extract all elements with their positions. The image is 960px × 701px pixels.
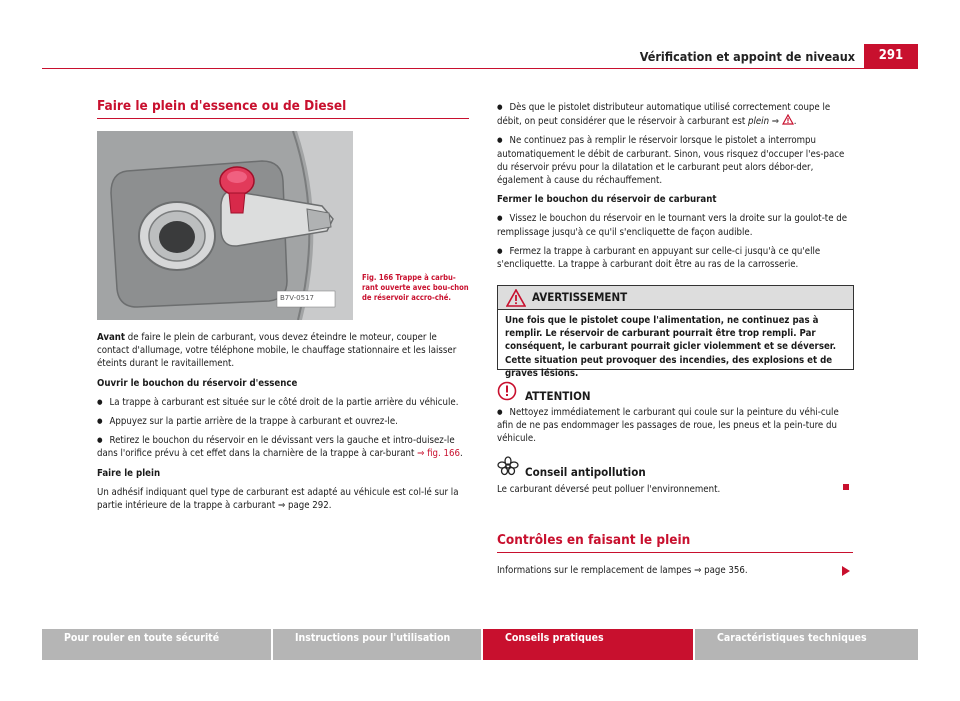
right-column-body: [497, 101, 853, 277]
running-header-title: Vérification et appoint de niveaux: [639, 49, 855, 64]
bullet-item: ● La trappe à carburant est située sur le côté droit de la partie arrière du véhicule.: [97, 396, 470, 409]
header-rule: [42, 68, 918, 69]
environment-flower-icon: [497, 456, 519, 476]
warning-triangle-icon: [782, 114, 794, 125]
figure-fuel-flap: [97, 131, 353, 320]
page-number: 291: [864, 44, 918, 68]
left-column-body: [97, 331, 470, 518]
warning-title: AVERTISSEMENT: [532, 290, 628, 304]
fill-paragraph: Un adhésif indiquant quel type de carburant est adapté au véhicule est col-lé sur la partie intérieure de la trappe à carburant ⇒ page 292.: [97, 486, 459, 512]
bullet-item: ● Fermez la trappe à carburant en appuyant sur celle-ci jusqu'à ce qu'elle s'encliquette. La trappe à carburant doit être au ras de la carrosserie.: [497, 245, 853, 271]
subheading-open-cap: Ouvrir le bouchon du réservoir d'essence: [97, 377, 298, 389]
bullet-item: ● Vissez le bouchon du réservoir en le tournant vers la droite sur la goulot-te de remplissage jusqu'à ce qu'il s'encliquette de façon audible.: [497, 212, 853, 238]
section-title-rule: [97, 118, 469, 119]
fuel-flap-illustration: [97, 131, 353, 320]
attention-body: [497, 406, 853, 452]
intro-paragraph: Avant de faire le plein de carburant, vous devez éteindre le moteur, couper le contact d'allumage, votre téléphone mobile, le chauffage stationnaire et les laisser éteints durant le ravitaillement.: [97, 332, 457, 370]
warning-text: Une fois que le pistolet coupe l'alimentation, ne continuez pas à remplir. Le réservoir de carburant pourrait être trop rempli. Par conséquent, le carburant pourrait gicler violemment et se déverser. Cette situation peut provoquer des incendies, des explosions et de graves lésions.: [505, 315, 836, 379]
eco-title: Conseil antipollution: [525, 465, 646, 479]
warning-box: [497, 285, 854, 379]
figure-code: B7V-0517: [280, 294, 314, 302]
section-title-fuel: Faire le plein d'essence ou de Diesel: [97, 98, 347, 114]
attention-exclamation-icon: [497, 381, 517, 401]
footer-tab-safety[interactable]: Pour rouler en toute sécurité: [42, 629, 271, 660]
warning-header: [498, 286, 853, 310]
subheading-fill: Faire le plein: [97, 467, 161, 479]
end-of-section-marker: [843, 484, 849, 490]
section-title-checks: Contrôles en faisant le plein: [497, 532, 691, 548]
eco-text: Le carburant déversé peut polluer l'environnement.: [497, 484, 721, 495]
bullet-item: ● Retirez le bouchon du réservoir en le dévissant vers la gauche et intro-duisez-le dans l'orifice prévu à cet effet dans la charnière de la trappe à car-burant ⇒ fig. 166.: [97, 434, 470, 460]
continue-arrow-icon: [842, 566, 850, 576]
attention-title: ATTENTION: [525, 389, 591, 403]
bullet-item: ● Appuyez sur la partie arrière de la trappe à carburant et ouvrez-le.: [97, 415, 470, 428]
section2-title-rule: [497, 552, 853, 553]
footer-tab-technical[interactable]: Caractéristiques techniques: [695, 629, 918, 660]
bullet-item: ● Dès que le pistolet distributeur automatique utilisé correctement coupe le débit, on peut considérer que le réservoir à carburant est plein ⇒ .: [497, 101, 853, 128]
bullet-item: ● Nettoyez immédiatement le carburant qui coule sur la peinture du véhi-cule afin de ne pas endommager les passages de roue, les pneus et la pein-ture du véhicule.: [497, 406, 853, 446]
warning-triangle-icon: [506, 289, 526, 307]
section2-text: Informations sur le remplacement de lampes ⇒ page 356.: [497, 565, 748, 576]
figure-reference-link[interactable]: ⇒ fig. 166: [417, 448, 460, 460]
footer-tab-practical[interactable]: Conseils pratiques: [483, 629, 693, 660]
figure-caption: Fig. 166 Trappe à carbu-rant ouverte avec bou-chon de réservoir accro-ché.: [362, 273, 469, 302]
subheading-close-cap: Fermer le bouchon du réservoir de carburant: [497, 194, 717, 206]
footer-tab-instructions[interactable]: Instructions pour l'utilisation: [273, 629, 481, 660]
bullet-item: ● Ne continuez pas à remplir le réservoir lorsque le pistolet a interrompu automatiquement le débit de carburant. Sinon, vous risquez d'occuper l'es-pace du réservoir prévu pour la dilatation et le carburant peut alors débor-der, également à cause du réchauffement.: [497, 134, 853, 187]
